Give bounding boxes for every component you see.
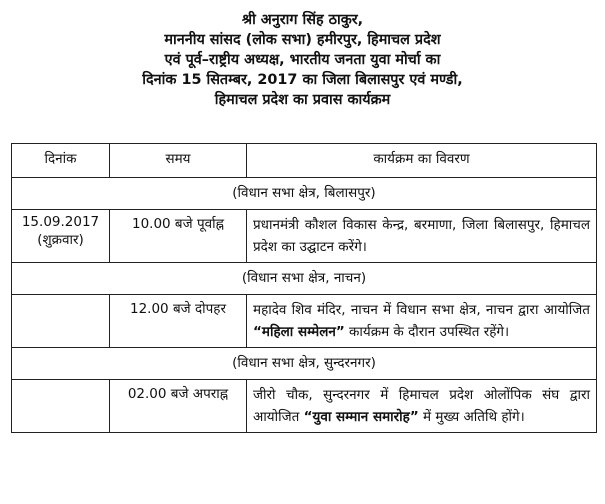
header-line-former-post: एवं पूर्व–राष्ट्रीय अध्यक्ष, भारतीय जनता युवा मोर्चा का [164,52,441,68]
event-name: “युवा सम्मान समारोह” [303,409,419,425]
description-cell [247,295,597,348]
date-value: 15.09.2017 [21,214,100,230]
header-line-title: हिमाचल प्रदेश का प्रवास कार्यक्रम [214,92,391,108]
column-header-description: कार्यक्रम का विवरण [247,144,597,178]
document-header [0,10,605,110]
description-text: जीरो चौक, सुन्दरनगर में हिमाचल प्रदेश ओलोंपिक संघ द्वारा आयोजित [253,387,590,425]
section-title: (विधान सभा क्षेत्र, सुन्दरनगर) [12,348,597,380]
description-text: महादेव शिव मंदिर, नाचन में विधान सभा क्षेत्र, नाचन द्वारा आयोजित [253,302,590,318]
table-row [12,295,597,348]
time-cell: 10.00 बजे पूर्वाह्न [110,210,247,263]
description-text-end: में मुख्य अतिथि होंगे। [418,409,525,425]
table-header-row [12,144,597,178]
header-line-designation: माननीय सांसद (लोक सभा) हमीरपुर, हिमाचल प्रदेश [164,32,441,48]
time-cell: 02.00 बजे अपराह्न [110,380,247,433]
section-title: (विधान सभा क्षेत्र, बिलासपुर) [12,178,597,210]
description-text: प्रधानमंत्री कौशल विकास केन्द्र, बरमाणा, जिला बिलासपुर, हिमाचल प्रदेश का उद्घाटन करेंगे। [253,217,590,255]
column-header-date: दिनांक [12,144,110,178]
table-row [12,210,597,263]
header-line-name: श्री अनुराग सिंह ठाकुर, [241,12,364,28]
table-row [12,380,597,433]
schedule-table [11,143,597,433]
date-cell [12,295,110,348]
date-cell [12,210,110,263]
section-row [12,263,597,295]
day-value: (शुक्रवार) [37,232,84,248]
section-row [12,348,597,380]
description-cell [247,380,597,433]
time-cell: 12.00 बजे दोपहर [110,295,247,348]
event-name: “महिला सम्मेलन” [253,324,345,340]
section-title: (विधान सभा क्षेत्र, नाचन) [12,263,597,295]
description-text-end: कार्यक्रम के दौरान उपस्थित रहेंगे। [344,324,510,340]
header-line-date: दिनांक 15 सितम्बर, 2017 का जिला बिलासपुर एवं मण्डी, [142,72,463,88]
column-header-time: समय [110,144,247,178]
description-cell [247,210,597,263]
section-row [12,178,597,210]
date-cell [12,380,110,433]
